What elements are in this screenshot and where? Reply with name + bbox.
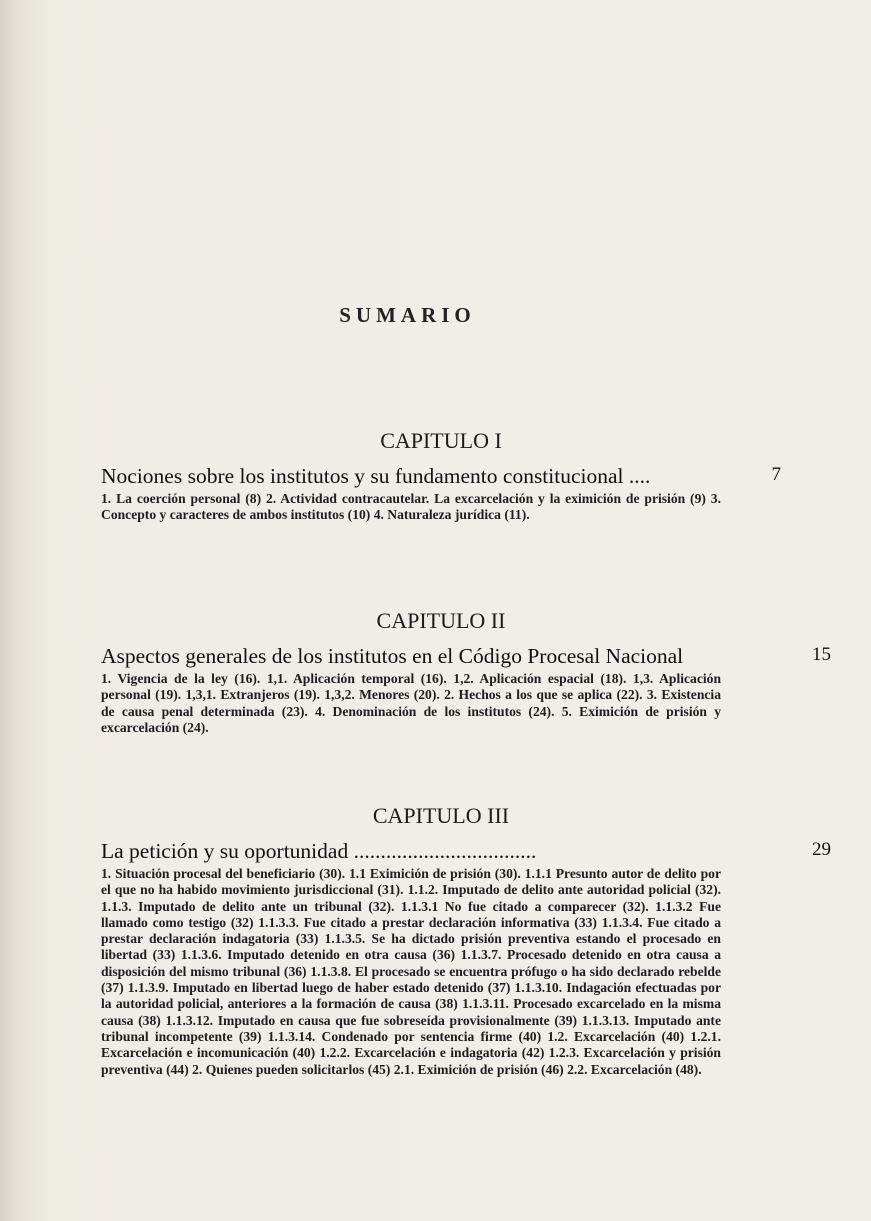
entry-title: Nociones sobre los institutos y su fundamento constitucional .... xyxy=(101,464,651,488)
entry-title: Aspectos generales de los institutos en el Código Procesal Nacional xyxy=(101,644,684,668)
toc-entry xyxy=(101,464,781,490)
chapter-summary: 1. Vigencia de la ley (16). 1,1. Aplicación temporal (16). 1,2. Aplicación espacial (18). 1,3. Aplicación personal (19). 1,3,1. Extranjeros (19). 1,3,2. Menores (20). 2. Hechos a los que se aplica (22). 3. Existencia de causa penal determinada (23). 4. Denominación de los institutos (24). 5. Eximición de prisión y excarcelación (24). xyxy=(101,671,721,735)
chapter-1 xyxy=(101,428,781,524)
toc-entry xyxy=(101,644,831,670)
entry-page-number: 29 xyxy=(812,839,831,860)
chapter-summary: 1. La coerción personal (8) 2. Actividad contracautelar. La excarcelación y la eximición de prisión (9) 3. Concepto y caracteres de ambos institutos (10) 4. Naturaleza jurídica (11). xyxy=(101,491,721,523)
chapter-3 xyxy=(101,803,831,1078)
entry-title: La petición y su oportunidad .................................. xyxy=(101,839,537,863)
chapter-heading: CAPITULO III xyxy=(372,803,510,828)
toc-entry xyxy=(101,839,831,865)
entry-page-number: 15 xyxy=(812,644,831,665)
page-title: SUMARIO xyxy=(339,303,476,327)
chapter-summary: 1. Situación procesal del beneficiario (30). 1.1 Eximición de prisión (30). 1.1.1 Presunto autor de delito por el que no ha habido movimiento jurisdiccional (31). 1.1.2. Imputado de delito ante autoridad policial (32). 1.1.3. Imputado de delito ante un tribunal (32). 1.1.3.1 No fue citado a comparecer (32). 1.1.3.2 Fue llamado como testigo (32) 1.1.3.3. Fue citado a prestar declaración informativa (33) 1.1.3.4. Fue citado a prestar declaración indagatoria (33) 1.1.3.5. Se ha dictado prisión preventiva estando el procesado en libertad (33) 1.1.3.6. Imputado detenido en otra causa (36) 1.1.3.7. Procesado detenido en otra causa a disposición del mismo tribunal (36) 1.1.3.8. El procesado se encuentra prófugo o ha sido declarado rebelde (37) 1.1.3.9. Imputado en libertad luego de haber estado detenido (37) 1.1.3.10. Indagación efectuadas por la autoridad policial, anteriores a la formación de causa (38) 1.1.3.11. Procesado excarcelado en la misma causa (38) 1.1.3.12. Imputado en causa que fue sobreseída provisionalmente (39) 1.1.3.13. Imputado ante tribunal incompetente (39) 1.1.3.14. Condenado por sentencia firme (40) 1.2. Excarcelación (40) 1.2.1. Excarcelación e incomunicación (40) 1.2.2. Excarcelación e indagatoria (42) 1.2.3. Excarcelación y prisión preventiva (44) 2. Quienes pueden solicitarlos (45) 2.1. Eximición de prisión (46) 2.2. Excarcelación (48). xyxy=(101,866,721,1077)
chapter-heading: CAPITULO I xyxy=(380,428,502,453)
chapter-2 xyxy=(101,608,831,736)
chapter-heading: CAPITULO II xyxy=(376,608,506,633)
entry-page-number: 7 xyxy=(771,464,781,485)
